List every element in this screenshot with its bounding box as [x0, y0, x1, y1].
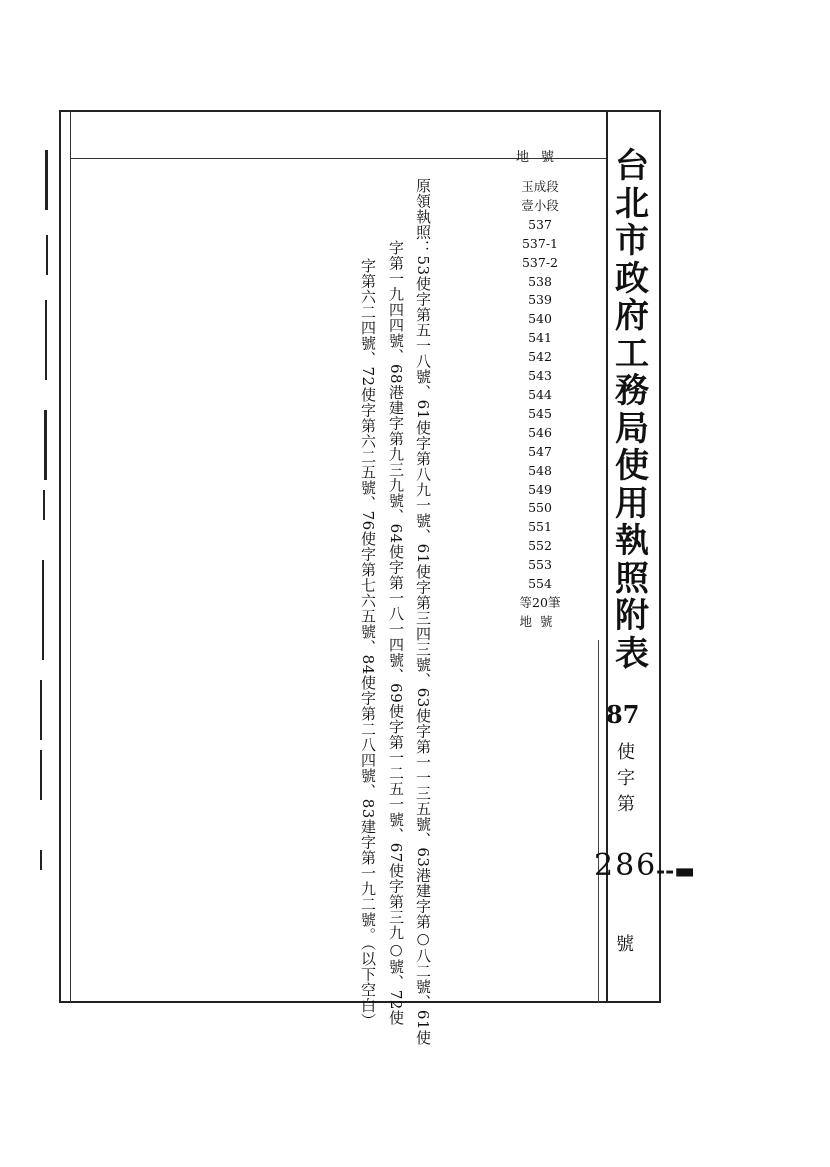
- lot-number: 551: [528, 519, 552, 535]
- title-char: 北: [615, 183, 649, 224]
- note-column-1: 原領執照：53使字第五一八號、61使字第八九一號、61使字第三四三號、63使字第一一三五號、63港建字第○八二號、61使: [414, 178, 432, 1046]
- title-char: 台: [615, 146, 649, 186]
- license-column-rule: [598, 640, 599, 1003]
- license-char-shi: 使: [617, 742, 635, 763]
- scan-mark: [46, 235, 48, 275]
- lot-number: 542: [528, 349, 552, 365]
- license-char-di: 第: [617, 794, 635, 815]
- title-char: 用: [615, 483, 649, 524]
- lot-number: 537: [528, 216, 552, 232]
- license-number: 286: [594, 848, 658, 883]
- title-char: 局: [615, 408, 649, 449]
- section-name: 玉成段: [521, 179, 559, 194]
- title-char: 照: [615, 558, 649, 599]
- scan-mark: [44, 410, 47, 480]
- lot-number: 553: [528, 557, 552, 573]
- title-char: 政: [615, 258, 649, 299]
- lot-number: 538: [528, 273, 552, 289]
- lot-number: 548: [528, 462, 552, 478]
- document-title: [610, 148, 654, 673]
- lot-number: 541: [528, 330, 552, 346]
- license-char-zi: 字: [617, 768, 635, 789]
- scan-mark: [45, 300, 47, 380]
- scan-mark: [43, 490, 45, 520]
- lot-list: [500, 178, 580, 632]
- license-suffix: 號: [616, 934, 634, 955]
- scan-mark: [45, 150, 48, 210]
- license-dash: --▬: [656, 858, 696, 884]
- lot-number: 544: [528, 386, 552, 402]
- lot-count-suffix: 地號: [519, 613, 561, 629]
- lot-number: 547: [528, 443, 552, 459]
- title-char: 使: [615, 446, 649, 486]
- title-char: 府: [615, 296, 649, 336]
- lot-number: 540: [528, 311, 552, 327]
- lot-number: 550: [528, 500, 552, 516]
- title-char: 表: [615, 633, 649, 674]
- scan-mark: [40, 850, 42, 870]
- lot-number: 552: [528, 538, 552, 554]
- lot-number: 537-1: [521, 235, 559, 251]
- license-year: 87: [606, 700, 640, 729]
- lot-number: 537-2: [521, 254, 559, 270]
- header-land-number: 地號: [516, 150, 567, 165]
- title-char: 附: [615, 596, 649, 636]
- note-column-2: 字第一九四四號、68港建字第九三九號、64使字第一八一四號、69使字第一二五一號、67使字第三九○號、72使: [387, 240, 405, 1026]
- lot-number: 543: [528, 368, 552, 384]
- lot-number: 554: [528, 576, 552, 592]
- title-char: 執: [615, 521, 649, 561]
- title-char: 市: [615, 221, 649, 261]
- scan-mark: [42, 560, 44, 660]
- lot-number: 545: [528, 405, 552, 421]
- lot-number: 546: [528, 424, 552, 440]
- lot-count: 等20筆: [519, 594, 561, 610]
- title-char: 工: [615, 333, 649, 374]
- inner-left-rule: [70, 110, 71, 1003]
- title-char: 務: [615, 371, 649, 411]
- lot-number: 549: [528, 481, 552, 497]
- note-column-3: 字第六二四號、72使字第六二五號、76使字第七六五號、84使字第二八四號、83建字第一九二號。（以下空白）: [359, 258, 377, 1029]
- scan-mark: [40, 680, 42, 740]
- scan-mark: [40, 750, 42, 800]
- subsection-name: 壹小段: [521, 197, 559, 213]
- lot-number: 539: [528, 292, 552, 308]
